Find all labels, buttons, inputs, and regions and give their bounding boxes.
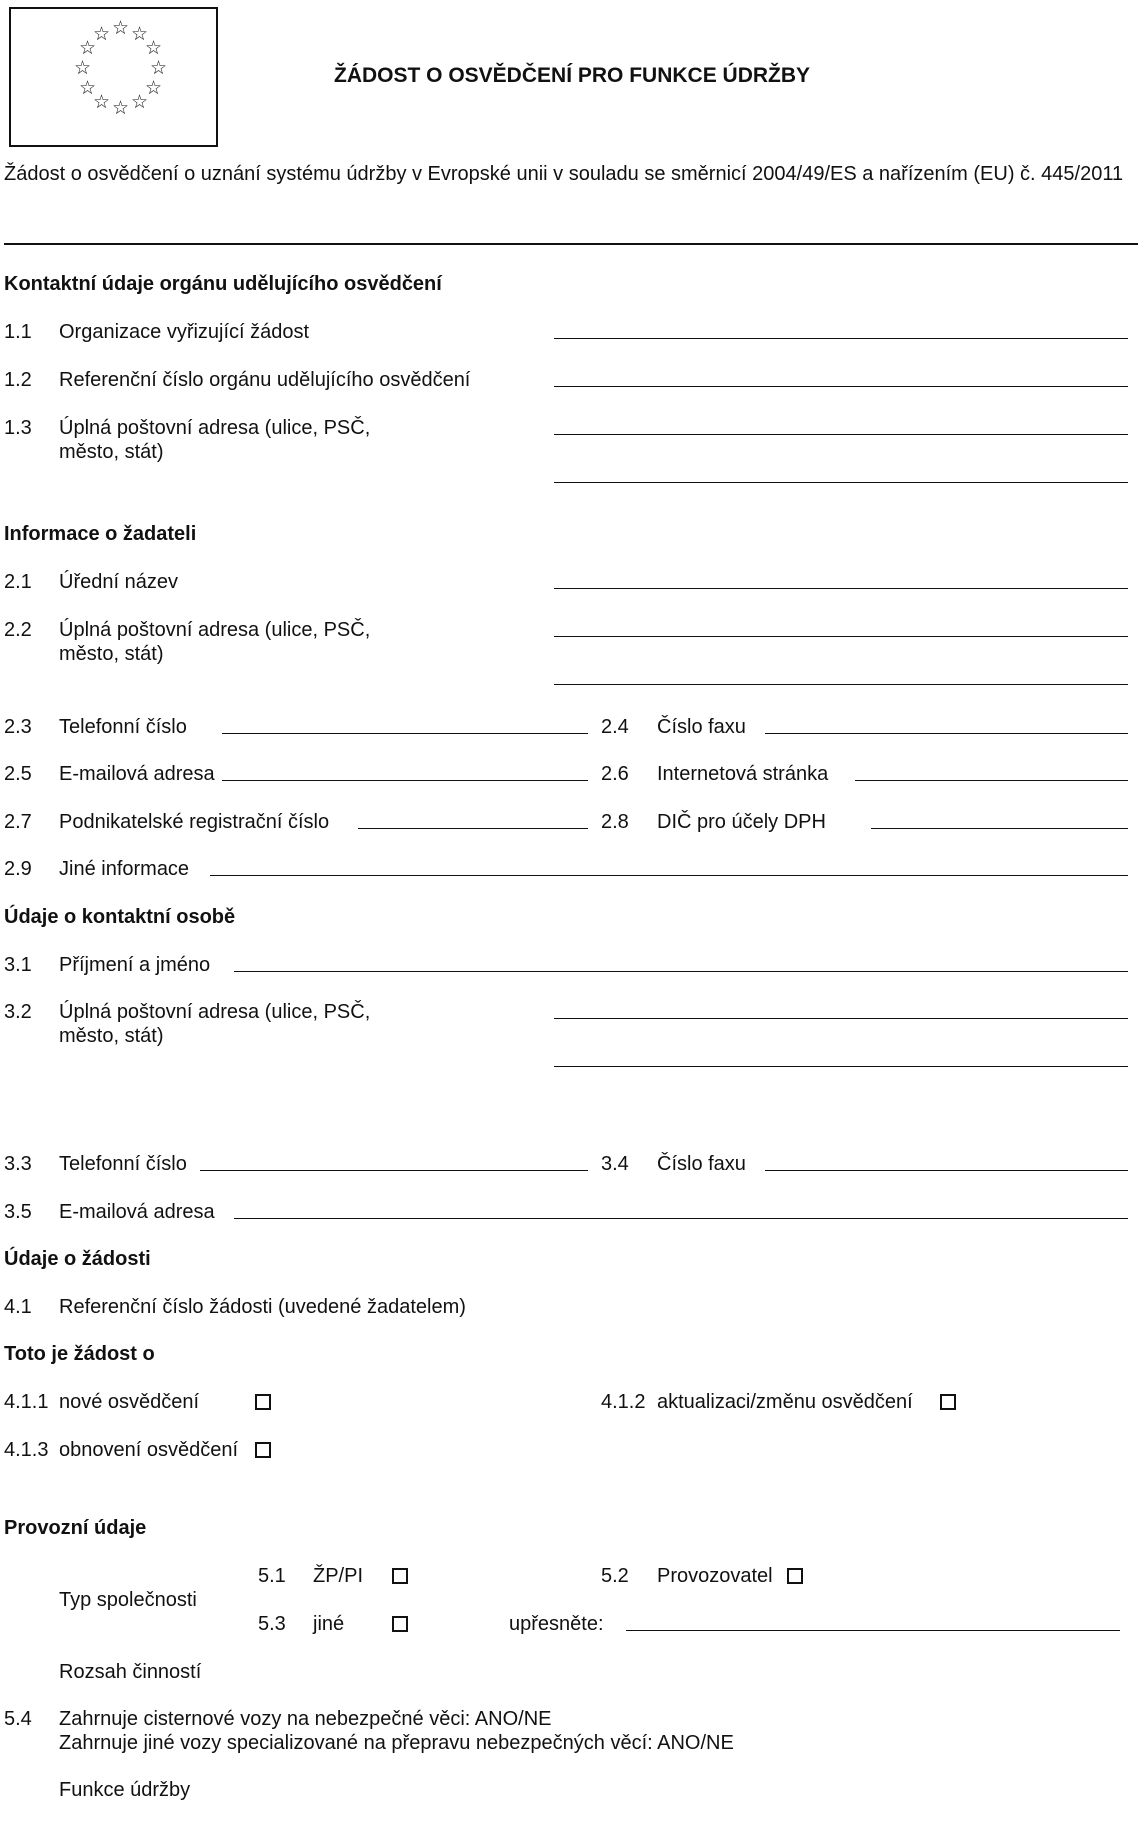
vat-number-field[interactable]: [871, 828, 1128, 829]
section-heading-applicant: Informace o žadateli: [4, 523, 197, 545]
field-number: 2.5: [4, 763, 32, 785]
field-number: 5.4: [4, 1708, 32, 1730]
authority-address-field[interactable]: [554, 434, 1128, 435]
field-number: 2.8: [601, 811, 629, 833]
eu-flag-icon: ☆ ☆ ☆ ☆ ☆ ☆ ☆ ☆ ☆ ☆ ☆ ☆: [9, 7, 218, 147]
field-number: 3.3: [4, 1153, 32, 1175]
company-type-label: Typ společnosti: [59, 1589, 197, 1611]
field-label: Příjmení a jméno: [59, 954, 211, 976]
field-label: Číslo faxu: [657, 716, 746, 738]
contact-address-field[interactable]: [554, 1018, 1128, 1019]
field-number: 1.2: [4, 369, 32, 391]
official-name-field[interactable]: [554, 588, 1128, 589]
field-label: Číslo faxu: [657, 1153, 746, 1175]
field-number: 2.1: [4, 571, 32, 593]
field-label: aktualizaci/změnu osvědčení: [657, 1391, 913, 1413]
applicant-phone-field[interactable]: [222, 733, 588, 734]
field-label: obnovení osvědčení: [59, 1439, 239, 1461]
field-label: DIČ pro účely DPH: [657, 811, 826, 833]
applicant-address-field[interactable]: [554, 636, 1128, 637]
other-information-field[interactable]: [210, 875, 1128, 876]
field-number: 3.5: [4, 1201, 32, 1223]
field-label: Podnikatelské registrační číslo: [59, 811, 330, 833]
specify-field[interactable]: [626, 1630, 1120, 1631]
specify-label: upřesněte:: [509, 1613, 604, 1635]
field-label: Referenční číslo žádosti (uvedené žadatelem): [59, 1296, 466, 1318]
scope-label: Rozsah činností: [59, 1661, 202, 1683]
field-number: 5.1: [258, 1565, 286, 1587]
applicant-fax-field[interactable]: [765, 733, 1128, 734]
maintenance-functions-label: Funkce údržby: [59, 1779, 191, 1801]
field-label: Provozovatel: [657, 1565, 773, 1587]
field-number: 4.1.1: [4, 1391, 49, 1413]
field-label: E-mailová adresa: [59, 763, 215, 785]
contact-address-field-line-2[interactable]: [554, 1066, 1128, 1067]
special-wagons-text: Zahrnuje jiné vozy specializované na přepravu nebezpečných věcí: ANO/NE: [59, 1732, 734, 1754]
field-label: město, stát): [59, 643, 164, 665]
contact-name-field[interactable]: [234, 971, 1128, 972]
field-label: město, stát): [59, 441, 164, 463]
application-type-heading: Toto je žádost o: [4, 1343, 155, 1365]
authority-reference-field[interactable]: [554, 386, 1128, 387]
field-label: jiné: [313, 1613, 345, 1635]
document-title: ŽÁDOST O OSVĚDČENÍ PRO FUNKCE ÚDRŽBY: [334, 64, 811, 87]
field-number: 1.3: [4, 417, 32, 439]
field-label: Telefonní číslo: [59, 716, 187, 738]
field-number: 2.6: [601, 763, 629, 785]
field-number: 2.4: [601, 716, 629, 738]
field-number: 3.1: [4, 954, 32, 976]
field-label: nové osvědčení: [59, 1391, 200, 1413]
field-label: Jiné informace: [59, 858, 190, 880]
operator-checkbox[interactable]: [787, 1568, 803, 1584]
field-number: 2.3: [4, 716, 32, 738]
applicant-email-field[interactable]: [222, 780, 588, 781]
contact-fax-field[interactable]: [765, 1170, 1128, 1171]
section-heading-operational: Provozní údaje: [4, 1517, 147, 1539]
contact-phone-field[interactable]: [200, 1170, 588, 1171]
field-number: 2.2: [4, 619, 32, 641]
field-label: Úplná poštovní adresa (ulice, PSČ,: [59, 417, 371, 439]
field-number: 3.4: [601, 1153, 629, 1175]
field-number: 2.7: [4, 811, 32, 833]
field-number: 4.1: [4, 1296, 32, 1318]
field-label: E-mailová adresa: [59, 1201, 215, 1223]
field-label: Úplná poštovní adresa (ulice, PSČ,: [59, 1001, 371, 1023]
section-heading-contact-authority: Kontaktní údaje orgánu udělujícího osvědčení: [4, 273, 442, 295]
contact-email-field[interactable]: [234, 1218, 1128, 1219]
organization-field[interactable]: [554, 338, 1128, 339]
field-number: 2.9: [4, 858, 32, 880]
field-number: 4.1.3: [4, 1439, 49, 1461]
field-number: 4.1.2: [601, 1391, 646, 1413]
section-heading-contact-person: Údaje o kontaktní osobě: [4, 906, 236, 928]
update-certificate-checkbox[interactable]: [940, 1394, 956, 1410]
section-heading-application: Údaje o žádosti: [4, 1248, 151, 1270]
field-label: Organizace vyřizující žádost: [59, 321, 310, 343]
field-label: Telefonní číslo: [59, 1153, 187, 1175]
renewal-certificate-checkbox[interactable]: [255, 1442, 271, 1458]
field-number: 1.1: [4, 321, 32, 343]
business-registration-field[interactable]: [358, 828, 588, 829]
applicant-address-field-line-2[interactable]: [554, 684, 1128, 685]
ecm-checkbox[interactable]: [392, 1568, 408, 1584]
field-number: 5.3: [258, 1613, 286, 1635]
field-label: Úřední název: [59, 571, 178, 593]
field-number: 3.2: [4, 1001, 32, 1023]
field-label: Internetová stránka: [657, 763, 829, 785]
new-certificate-checkbox[interactable]: [255, 1394, 271, 1410]
intro-text: Žádost o osvědčení o uznání systému údržby v Evropské unii v souladu se směrnicí 2004/49/ES a nařízením (EU) č. 445/2011: [4, 163, 1124, 185]
field-number: 5.2: [601, 1565, 629, 1587]
applicant-website-field[interactable]: [855, 780, 1128, 781]
field-label: Referenční číslo orgánu udělujícího osvědčení: [59, 369, 471, 391]
authority-address-field-line-2[interactable]: [554, 482, 1128, 483]
field-label: Úplná poštovní adresa (ulice, PSČ,: [59, 619, 371, 641]
divider: [4, 243, 1138, 245]
tank-wagons-text: Zahrnuje cisternové vozy na nebezpečné věci: ANO/NE: [59, 1708, 552, 1730]
other-type-checkbox[interactable]: [392, 1616, 408, 1632]
field-label: ŽP/PI: [313, 1565, 364, 1587]
field-label: město, stát): [59, 1025, 164, 1047]
